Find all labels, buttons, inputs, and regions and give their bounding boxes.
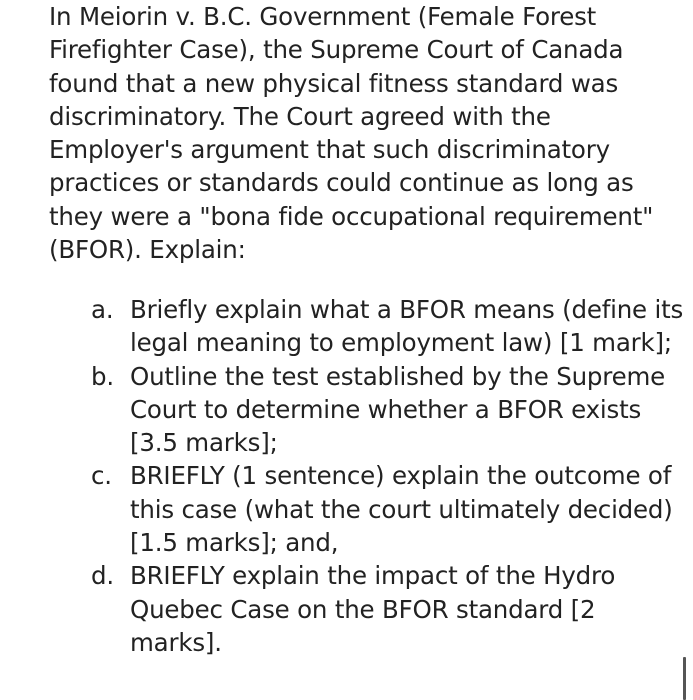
question-item-b (49, 360, 689, 460)
question-text-c: BRIEFLY (1 sentence) explain the outcome of this case (what the court ultimately decided) [1.5 marks]; and, (130, 461, 673, 558)
question-item-c (49, 459, 689, 559)
question-text-d: BRIEFLY explain the impact of the Hydro Quebec Case on the BFOR standard [2 marks]. (130, 561, 616, 657)
question-letter-a: a. (91, 295, 114, 324)
question-item-a (49, 293, 689, 360)
question-item-d (49, 559, 689, 659)
question-letter-c: c. (91, 461, 112, 491)
question-text-b: Outline the test established by the Supreme Court to determine whether a BFOR exists [3.5 marks]; (130, 361, 665, 458)
question-letter-b: b. (91, 361, 114, 391)
question-intro: In Meiorin v. B.C. Government (Female Forest Firefighter Case), the Supreme Court of Canada found that a new physical fitness standard was discriminatory. The Court agreed with the Employer's argument that such discriminatory practices or standards could continue as long as they were a "bona fide occupational requirement" (BFOR). Explain: (49, 2, 654, 265)
question-text-a: Briefly explain what a BFOR means (define its legal meaning to employment law) [1 mark]; (130, 295, 684, 358)
question-letter-d: d. (91, 561, 114, 591)
question-list (49, 293, 689, 659)
scrollbar-thumb[interactable] (683, 657, 686, 700)
